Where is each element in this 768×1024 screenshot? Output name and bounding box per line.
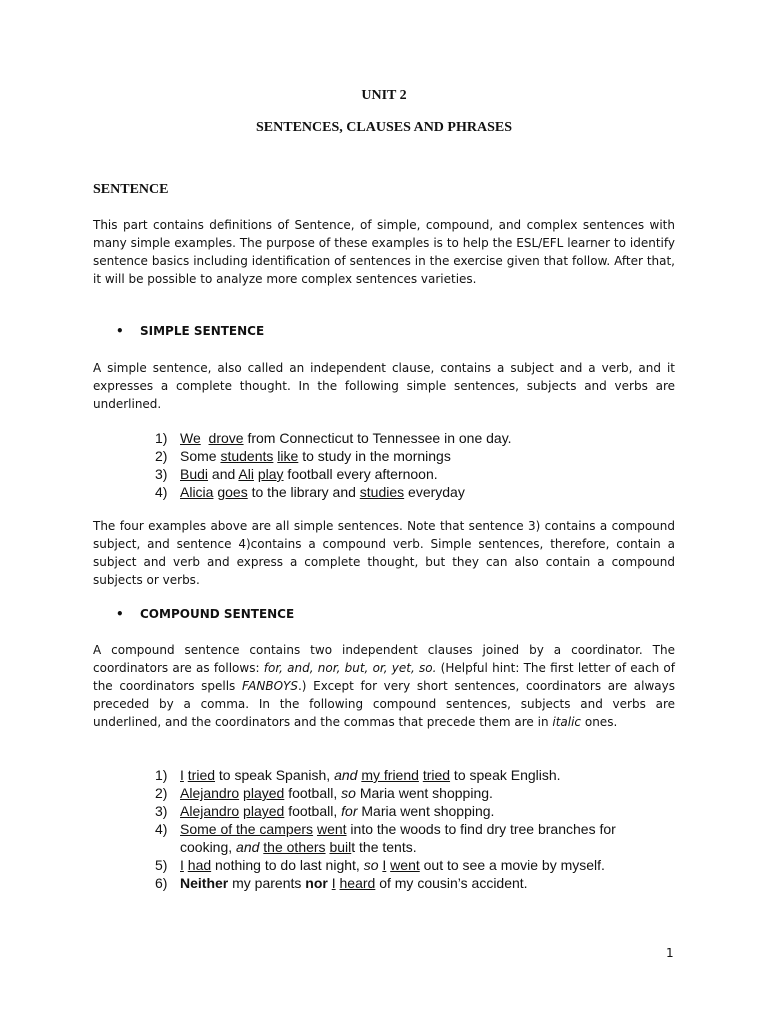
italic-text: for — [341, 803, 358, 819]
text-run: Some — [180, 448, 221, 464]
underlined-text: I — [331, 875, 336, 891]
underlined-text: heard — [339, 875, 376, 891]
list-text — [180, 874, 528, 892]
simple-note: The four examples above are all simple sentences. Note that sentence 3) contains a compound subject, and sentence 4)contains a compound verb. Simple sentences, therefore, contain a subject and verb and express a complete thought, but they can also contain a compound subjects or verbs. — [93, 519, 675, 587]
text-run: t the tents. — [351, 839, 417, 855]
underlined-text: students — [220, 448, 274, 464]
underlined-text: like — [277, 448, 299, 464]
text-run: cooking, — [180, 839, 237, 855]
simple-examples-list — [155, 429, 512, 501]
underlined-text: played — [243, 803, 285, 819]
text-run: A compound sentence contains two independent clauses joined by a coordinator. The coordinators are as follows: — [93, 643, 675, 675]
text-run: football, — [284, 785, 342, 801]
text-run: .) Except for very short sentences, coordinators are always preceded by a comma. In the following compound sentences, subjects and verbs are underlined, and the coordinators and the commas that precede them are in — [93, 679, 675, 729]
text-run: football, — [284, 803, 342, 819]
list-number: 3) — [155, 466, 168, 482]
text-run: my parents — [228, 875, 306, 891]
underlined-text: I — [180, 857, 184, 873]
list-text — [180, 802, 494, 820]
underlined-text: my friend — [361, 767, 419, 783]
italic-text: FANBOYS — [241, 679, 298, 693]
text-run: and — [208, 466, 239, 482]
simple-description: A simple sentence, also called an independent clause, contains a subject and a verb, and it expresses a complete thought. In the following simple sentences, subjects and verbs are underlined. — [93, 361, 675, 411]
italic-text: so — [341, 785, 356, 801]
bullet-icon: • — [116, 607, 124, 621]
underlined-text: drove — [208, 430, 244, 446]
compound-heading-label: COMPOUND SENTENCE — [140, 607, 295, 621]
underlined-text: the others — [263, 839, 326, 855]
text-run: nothing to do last night, — [211, 857, 364, 873]
page-number: 1 — [666, 946, 674, 960]
underlined-text: Alejandro — [180, 785, 240, 801]
underlined-text: Some of the campers — [180, 821, 314, 837]
underlined-text: tried — [422, 767, 451, 783]
text-run: out to see a movie by myself. — [419, 857, 605, 873]
underlined-text: went — [316, 821, 347, 837]
text-run: football every afternoon. — [283, 466, 438, 482]
underlined-text: played — [243, 785, 285, 801]
list-text — [180, 856, 605, 874]
list-text — [180, 838, 417, 856]
list-item — [155, 820, 616, 838]
underlined-text: Alejandro — [180, 803, 240, 819]
list-text — [180, 766, 561, 784]
page-title: SENTENCES, CLAUSES AND PHRASES — [256, 120, 512, 135]
text-run — [201, 430, 209, 446]
underlined-text: buil — [329, 839, 352, 855]
text-run: everyday — [404, 484, 465, 500]
text-run: ones. — [581, 715, 618, 729]
italic-text: so — [363, 857, 379, 873]
italic-text: italic — [552, 715, 582, 729]
text-run: to speak English. — [450, 767, 561, 783]
list-item — [155, 766, 616, 784]
unit-label: UNIT 2 — [361, 88, 407, 103]
list-item — [155, 874, 616, 892]
italic-text: and — [236, 839, 260, 855]
underlined-text: play — [257, 466, 284, 482]
section-heading: SENTENCE — [93, 182, 169, 197]
list-number: 4) — [155, 821, 168, 837]
italic-text: for, and, nor, but, or, yet, so. — [263, 661, 437, 675]
compound-description — [93, 641, 675, 731]
underlined-text: I — [382, 857, 387, 873]
text-run: Maria went shopping. — [357, 803, 495, 819]
list-number: 3) — [155, 803, 168, 819]
list-text — [180, 820, 616, 838]
list-item — [155, 465, 512, 483]
underlined-text: I — [180, 767, 184, 783]
list-item — [155, 429, 512, 447]
list-item — [155, 447, 512, 465]
italic-text: and — [334, 767, 358, 783]
list-text — [180, 447, 451, 465]
text-run: of my cousin’s accident. — [375, 875, 528, 891]
list-number: 6) — [155, 875, 168, 891]
text-run: from Connecticut to Tennessee in one day. — [243, 430, 512, 446]
text-run: Maria went shopping. — [355, 785, 493, 801]
underlined-text: tried — [187, 767, 216, 783]
list-item-continuation — [155, 838, 616, 856]
bold-text: nor — [305, 875, 328, 891]
bullet-icon: • — [116, 324, 124, 338]
underlined-text: goes — [217, 484, 248, 500]
list-item — [155, 784, 616, 802]
list-number: 2) — [155, 448, 168, 464]
list-number: 1) — [155, 767, 168, 783]
list-number: 1) — [155, 430, 168, 446]
list-text — [180, 429, 512, 447]
list-number: 5) — [155, 857, 168, 873]
compound-examples-list — [155, 766, 616, 892]
list-text — [180, 784, 493, 802]
underlined-text: Budi — [180, 466, 209, 482]
text-run: (Helpful hint: The first letter of each of the coordinators spells — [93, 661, 676, 693]
text-run: into the woods to find dry tree branches for — [346, 821, 616, 837]
list-number — [155, 838, 180, 856]
simple-heading-label: SIMPLE SENTENCE — [140, 324, 265, 338]
simple-sentence-heading — [116, 324, 264, 338]
underlined-text: had — [187, 857, 212, 873]
intro-paragraph: This part contains definitions of Sentence, of simple, compound, and complex sentences with many simple examples. The purpose of these examples is to help the ESL/EFL learner to identify sentence basics including identification of sentences in the exercise given that follow. After that, it will be possible to analyze more complex sentences varieties. — [93, 218, 675, 286]
bold-text: Neither — [180, 875, 229, 891]
list-number: 2) — [155, 785, 168, 801]
compound-sentence-heading — [116, 607, 294, 621]
underlined-text: studies — [359, 484, 405, 500]
list-item — [155, 483, 512, 501]
underlined-text: Ali — [238, 466, 254, 482]
list-item — [155, 802, 616, 820]
text-run: to study in the mornings — [298, 448, 451, 464]
underlined-text: We — [180, 430, 201, 446]
list-text — [180, 465, 438, 483]
underlined-text: went — [390, 857, 420, 873]
text-run: to speak Spanish, — [215, 767, 335, 783]
list-number: 4) — [155, 484, 168, 500]
list-text — [180, 483, 465, 501]
text-run: to the library and — [247, 484, 360, 500]
underlined-text: Alicia — [180, 484, 214, 500]
list-item — [155, 856, 616, 874]
